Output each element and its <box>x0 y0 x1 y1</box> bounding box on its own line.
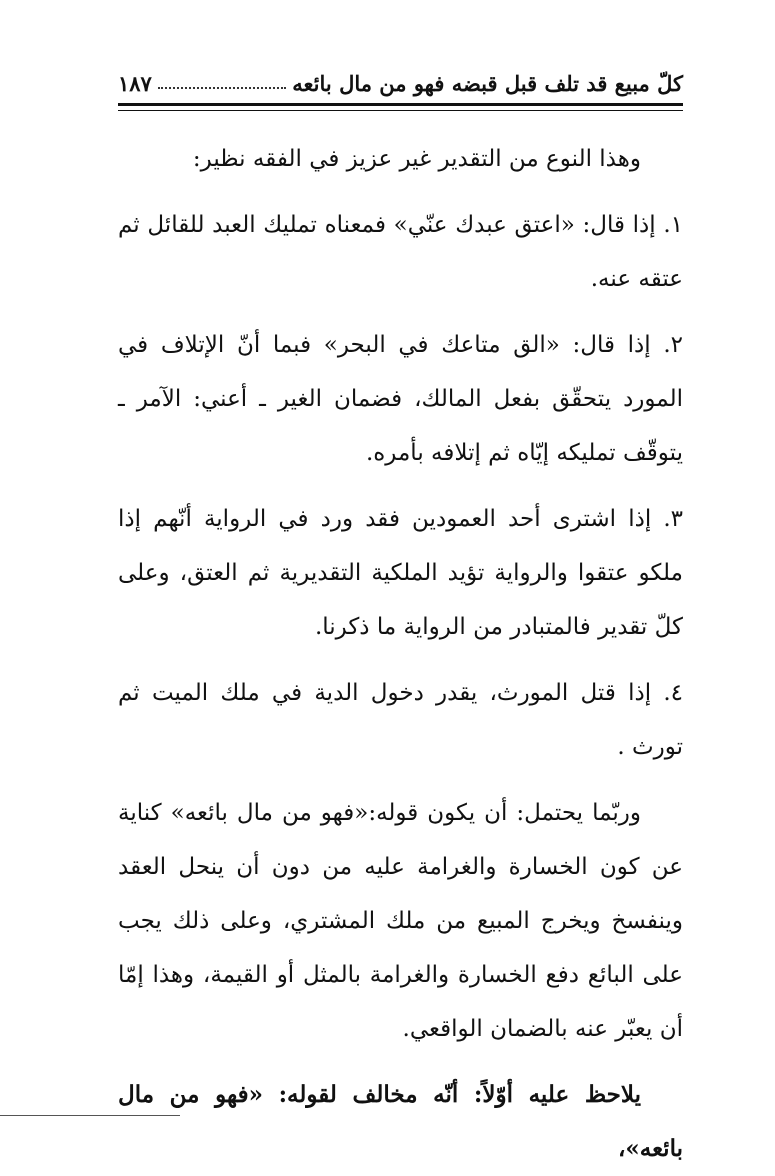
dotted-leader <box>158 87 286 89</box>
paragraph-item-3: ٣. إذا اشترى أحد العمودين فقد ورد في الرواية أنّهم إذا ملكو عتقوا والرواية تؤيد الملكية التقديرية ثم العتق، وعلى كلّ تقدير فالمتبادر من الرواية ما ذكرنا. <box>118 506 683 640</box>
page-number: ١٨٧ <box>118 71 152 96</box>
header-rule-thick <box>118 103 683 106</box>
running-header <box>118 62 683 96</box>
paragraph-item-2: ٢. إذا قال: «الق متاعك في البحر» فبما أنّ الإتلاف في المورد يتحقّق بفعل المالك، فضمان الغير ـ أعني: الآمر ـ يتوقّف تمليكه إيّاه ثم إتلافه بأمره. <box>118 332 683 466</box>
paragraph-item-4: ٤. إذا قتل المورث، يقدر دخول الدية في ملك الميت ثم تورث . <box>118 680 683 760</box>
running-header-title: كلّ مبيع قد تلف قبل قبضه فهو من مال بائعه <box>292 71 683 96</box>
paragraph-intro: وهذا النوع من التقدير غير عزيز في الفقه نظير: <box>192 146 641 172</box>
header-rule-thin <box>118 110 683 111</box>
paragraph-alternative: وربّما يحتمل: أن يكون قوله:«فهو من مال بائعه» كناية عن كون الخسارة والغرامة عليه من دون أن ينحل العقد وينفسخ ويخرج المبيع من ملك المشتري، وعلى ذلك يجب على البائع دفع الخسارة والغرامة بالمثل أو القيمة، وهذا إمّا أن يعبّر عنه بالضمان الواقعي. <box>118 800 683 1042</box>
footer-rule <box>0 1115 180 1116</box>
paragraph-item-1: ١. إذا قال: «اعتق عبدك عنّي» فمعناه تمليك العبد للقائل ثم عتقه عنه. <box>118 212 683 292</box>
main-text <box>118 132 683 1176</box>
paragraph-remark: يلاحظ عليه أوّلاً: أنّه مخالف لقوله: «فهو من مال بائعه»، <box>118 1081 683 1162</box>
